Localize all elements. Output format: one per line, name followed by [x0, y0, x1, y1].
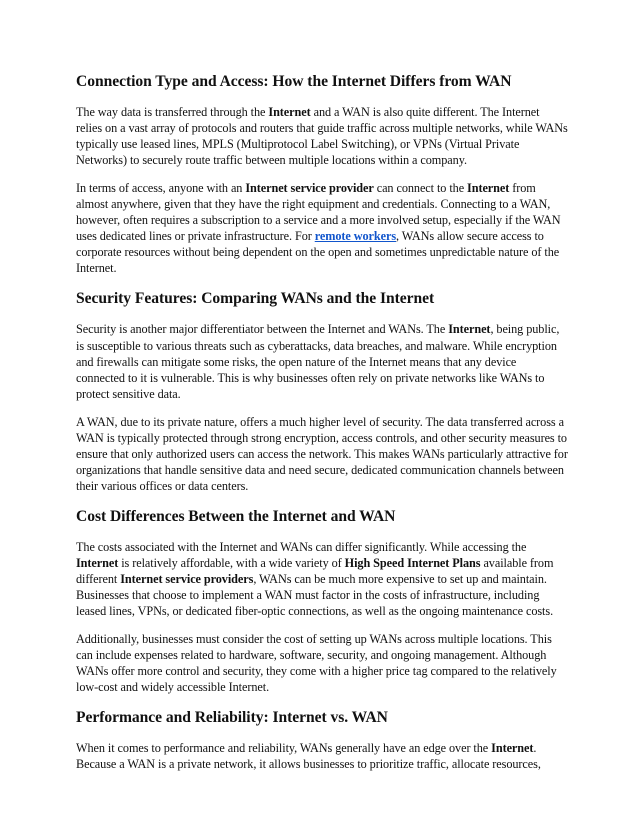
paragraph-connection-2 [76, 180, 568, 276]
text-run: . Because a WAN is a private network, it allows businesses to prioritize traffic, allocate resources, [76, 741, 541, 772]
text-run: available from different [76, 555, 554, 587]
text-run: , WANs can be much more expensive to set up and maintain. Businesses that choose to implement a WAN must factor in the costs of infrastructure, including leased lines, VPNs, or dedicated fiber-optic connections, as well as the ongoing maintenance costs. [76, 572, 554, 619]
section-heading-connection-type: Connection Type and Access: How the Internet Differs from WAN [76, 73, 512, 90]
text-run: Security is another major differentiator between the Internet and WANs. The [76, 322, 449, 337]
text-run: , WANs allow secure access to corporate resources without being dependent on the open and sometimes unpredictable nature of the Internet. [76, 229, 560, 276]
text-run: from almost anywhere, given that they have the right equipment and credentials. Connecting to a WAN, however, often requires a subscription to a service and a more involved setup, especially if the WAN uses dedicated lines or private infrastructure. For [76, 181, 561, 244]
bold-term: Internet [467, 181, 510, 196]
paragraph-cost-1 [76, 539, 568, 619]
bold-term: Internet [268, 105, 311, 119]
text-run: Additionally, businesses must consider the cost of setting up WANs across multiple locations. This can include expenses related to hardware, software, security, and ongoing management. Although WANs offer more control and security, they come with a higher price tag compared to the relatively low-cost and widely accessible Internet. [76, 632, 557, 695]
remote-workers-link[interactable]: remote workers [314, 229, 397, 244]
text-run: and a WAN is also quite different. The Internet relies on a vast array of protocols and routers that guide traffic across multiple networks, while WANs typically use leased lines, MPLS (Multiprotocol Label Switching), or VPNs (Virtual Private Networks) to securely route traffic between multiple locations within a company. [76, 105, 568, 168]
section-heading-cost: Cost Differences Between the Internet and WAN [76, 507, 396, 525]
section-heading-security: Security Features: Comparing WANs and the Internet [76, 290, 435, 308]
text-run: can connect to the [373, 181, 468, 196]
bold-term: Internet [491, 741, 534, 756]
paragraph-security-1 [76, 321, 568, 401]
text-run: A WAN, due to its private nature, offers a much higher level of security. The data transferred across a WAN is typically protected through strong encryption, access controls, and other security measures to ensure that only authorized users can access the network. This makes WANs particularly attractive for organizations that handle sensitive data and need secure, dedicated communication channels between their various offices or data centers. [76, 414, 568, 493]
text-run: , being public, is susceptible to various threats such as cyberattacks, data breaches, and malware. While encryption and firewalls can mitigate some risks, the open nature of the Internet means that any device connected to it is vulnerable. This is why businesses often rely on private networks like WANs to protect sensitive data. [76, 322, 560, 401]
paragraph-security-2 [76, 414, 568, 494]
text-run: The way data is transferred through the [76, 105, 269, 119]
paragraph-performance-1 [76, 740, 568, 772]
paragraph-connection-1 [76, 104, 568, 168]
paragraph-cost-2 [76, 631, 568, 695]
bold-term: Internet service provider [245, 181, 374, 196]
text-run: is relatively affordable, with a wide variety of [118, 555, 345, 570]
bold-term: High Speed Internet Plans [344, 555, 481, 570]
text-run: When it comes to performance and reliability, WANs generally have an edge over the [76, 741, 492, 756]
bold-term: Internet service providers [120, 572, 254, 587]
text-run: In terms of access, anyone with an [76, 181, 246, 196]
document-page [76, 72, 568, 772]
bold-term: Internet [76, 555, 119, 570]
text-run: The costs associated with the Internet and WANs can differ significantly. While accessing the [76, 539, 527, 554]
bold-term: Internet [448, 322, 491, 337]
section-heading-performance: Performance and Reliability: Internet vs. WAN [76, 709, 388, 727]
